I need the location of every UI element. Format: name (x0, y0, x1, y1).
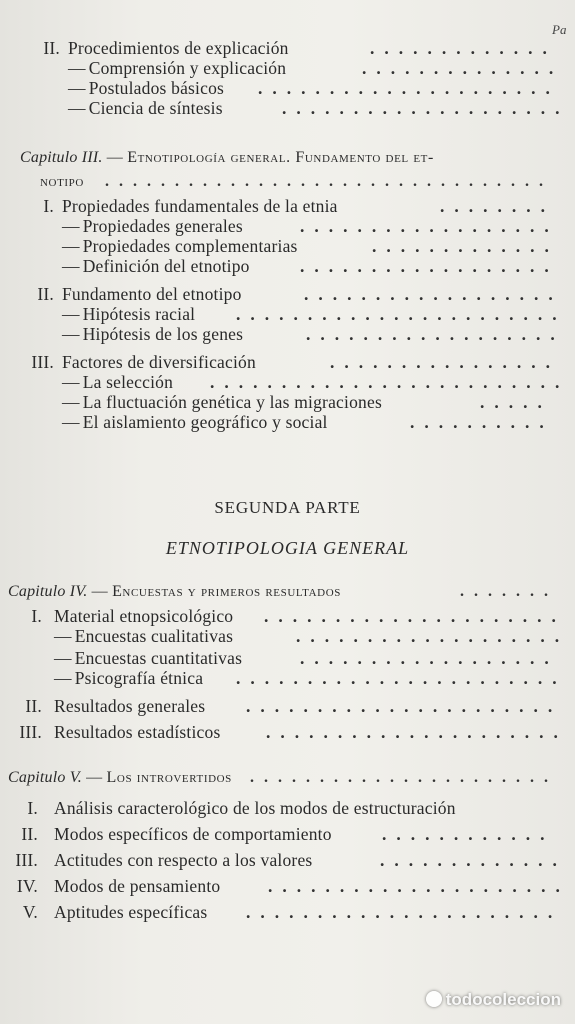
leader-dots: .......... (410, 412, 554, 432)
leader-dots: .................... (282, 98, 570, 118)
leader-dots: ..................... (266, 722, 568, 742)
watermark-text: todocoleccion (445, 990, 561, 1009)
entry-number: II. (37, 284, 54, 304)
subentry-title: Propiedades generales (82, 216, 243, 236)
subentry-title: Postulados básicos (88, 78, 225, 98)
chapter-title: Los introvertidos (106, 769, 232, 786)
subentry-title: Ciencia de síntesis (88, 98, 223, 118)
subentry-title: Psicografía étnica (74, 668, 204, 688)
entry-number: I. (43, 196, 54, 216)
leader-dots: ..... (480, 392, 552, 412)
subentry-title: La fluctuación genética y las migraciones (82, 392, 382, 412)
chapter-label: Capitulo IV. (8, 583, 88, 600)
part-subtitle: ETNOTIPOLOGIA GENERAL (165, 538, 410, 558)
subentry-title: La selección (82, 372, 174, 392)
leader-dots: ...................... (246, 696, 563, 716)
leader-dots: ...................... (246, 902, 563, 922)
entry-title: Análisis caracterológico de los modos de estructuración (54, 798, 456, 818)
entry-number: I. (27, 798, 38, 818)
entry-title: Factores de diversificación (62, 352, 256, 372)
leader-dots: ....... (460, 583, 558, 600)
entry-title: Propiedades fundamentales de la etnia (62, 196, 338, 216)
subentry-title: Definición del etnotipo (82, 256, 250, 276)
entry-title: Resultados estadísticos (54, 722, 221, 742)
entry-title: Aptitudes específicas (54, 902, 208, 922)
entry-title: Actitudes con respecto a los valores (54, 850, 313, 870)
chapter-label: Capitulo V. (8, 769, 82, 786)
leader-dots: ..................... (258, 78, 560, 98)
leader-dots: ............. (370, 38, 557, 58)
entry-number: III. (31, 352, 54, 372)
entry-title: Modos de pensamiento (54, 876, 221, 896)
corner-page-fragment: Pa (552, 22, 567, 37)
entry-number: II. (25, 696, 42, 716)
leader-dots: .................. (300, 648, 559, 668)
leader-dots: .................. (300, 256, 559, 276)
entry-number: II. (21, 824, 38, 844)
subentry-title: Propiedades complementarias (82, 236, 298, 256)
chapter-title: Etnotipología general. Fundamento del et- (127, 149, 434, 166)
entry-title: Material etnopsicológico (54, 606, 234, 626)
entry-title: Modos específicos de comportamiento (54, 824, 332, 844)
leader-dots: ....................... (236, 304, 567, 324)
leader-dots: ............ (382, 824, 555, 844)
brand-icon (426, 991, 442, 1007)
leader-dots: ............. (372, 236, 559, 256)
leader-dots: ....................... (236, 668, 567, 688)
entry-number: III. (15, 850, 38, 870)
book-page: Pa II. Procedimientos de explicación ............. — Comprensión y explicación .............. — Postulados básicos ..................... — Ciencia de síntesis .................... Capitulo III. — Etnotipología general. Fundamento del et- notipo ................................ I. Propiedades fundamentales de la etnia ........ — Propiedades generales .................. — Propiedades complementarias ............. — Definición del etnotipo .................. II. Fundamento del etnotipo .................. — Hipótesis racial ....................... — Hipótesis de los genes .................. III. Factores de diversificación ................ — La selección ......................... — La fluctuación genética y las migraciones ..... — El aislamiento geográfico y social .......... SEGUNDA PARTE ETNOTIPOLOGIA GENERAL Capitulo IV. — Encuestas y primeros resultados ....... I. Material etnopsicológico ..................... — Encuestas cualitativas ................... — Encuestas cuantitativas .................. — Psicografía étnica ....................... II. Resultados generales ...................... III. Resultados estadísticos ..................... Capitulo V. — Los introvertidos ...................... I. Análisis caracterológico de los modos de estructuración II. Modos específicos de comportamiento ............ III. Actitudes con respecto a los valores ............. IV. Modos de pensamiento ..................... V. Aptitudes específicas ...................... todocoleccion (0, 0, 575, 1024)
entry-title: Fundamento del etnotipo (62, 284, 242, 304)
entry-number: I. (31, 606, 42, 626)
entry-title: Procedimientos de explicación (68, 38, 289, 58)
leader-dots: ..................... (264, 606, 566, 626)
chapter-title-cont: notipo (40, 173, 84, 190)
subentry-title: Encuestas cualitativas (74, 626, 234, 646)
entry-number: III. (19, 722, 42, 742)
leader-dots: ................................ (105, 173, 553, 190)
leader-dots: ................ (330, 352, 560, 372)
leader-dots: .............. (362, 58, 564, 78)
subentry-title: Comprensión y explicación (88, 58, 287, 78)
entry-number: V. (22, 902, 38, 922)
leader-dots: ................... (296, 626, 570, 646)
entry-number: IV. (16, 876, 38, 896)
leader-dots: ......................... (210, 372, 570, 392)
entry-title: Resultados generales (54, 696, 206, 716)
leader-dots: ..................... (268, 876, 570, 896)
subentry-title: El aislamiento geográfico y social (82, 412, 328, 432)
leader-dots: ........ (440, 196, 555, 216)
watermark-logo (426, 990, 561, 1010)
leader-dots: ...................... (250, 769, 558, 786)
leader-dots: .................. (304, 284, 563, 304)
part-title: SEGUNDA PARTE (214, 498, 361, 517)
leader-dots: .................. (300, 216, 559, 236)
subentry-title: Hipótesis de los genes (82, 324, 244, 344)
subentry-title: Encuestas cuantitativas (74, 648, 243, 668)
leader-dots: .................. (306, 324, 565, 344)
leader-dots: ............. (380, 850, 567, 870)
chapter-title: Encuestas y primeros resultados (112, 583, 341, 600)
entry-number: II. (43, 38, 60, 58)
subentry-title: Hipótesis racial (82, 304, 196, 324)
chapter-label: Capitulo III. (20, 149, 103, 166)
